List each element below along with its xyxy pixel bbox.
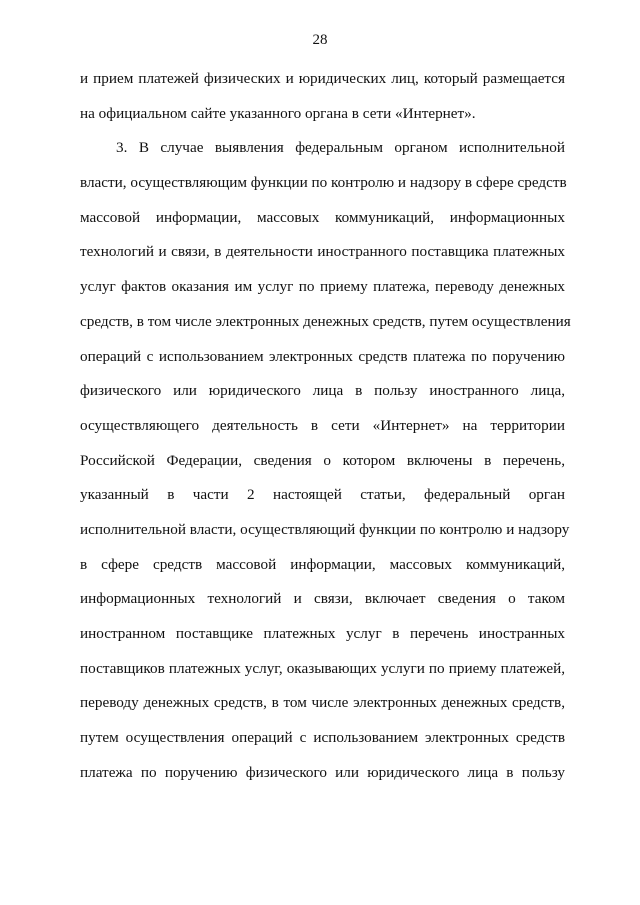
- text-line: Российской Федерации, сведения о котором включены в перечень,: [80, 451, 565, 469]
- text-line: осуществляющего деятельность в сети «Интернет» на территории: [80, 416, 565, 434]
- document-body: [80, 62, 571, 790]
- text-line: информационных технологий и связи, включает сведения о таком: [80, 590, 565, 608]
- text-line: иностранном поставщике платежных услуг в перечень иностранных: [80, 625, 565, 642]
- text-line: услуг фактов оказания им услуг по приему платежа, переводу денежных: [80, 278, 565, 296]
- text-line: и прием платежей физических и юридических лиц, который размещается: [80, 70, 565, 87]
- page-number: 28: [312, 32, 328, 48]
- text-line: 3. В случае выявления федеральным органом исполнительной: [116, 139, 565, 157]
- text-line: переводу денежных средств, в том числе электронных денежных средств,: [80, 694, 565, 712]
- text-line: технологий и связи, в деятельности иностранного поставщика платежных: [80, 243, 565, 261]
- text-line: средств, в том числе электронных денежных средств, путем осуществления: [80, 312, 571, 330]
- text-line: на официальном сайте указанного органа в сети «Интернет».: [80, 104, 476, 122]
- text-line: исполнительной власти, осуществляющий функции по контролю и надзору: [80, 520, 570, 538]
- text-line: платежа по поручению физического или юридического лица в пользу: [80, 763, 565, 781]
- text-line: в сфере средств массовой информации, массовых коммуникаций,: [80, 555, 565, 573]
- text-line: операций с использованием электронных средств платежа по поручению: [80, 347, 565, 365]
- text-line: физического или юридического лица в пользу иностранного лица,: [80, 382, 565, 400]
- text-line: указанный в части 2 настоящей статьи, федеральный орган: [80, 486, 565, 504]
- text-line: власти, осуществляющим функции по контролю и надзору в сфере средств: [80, 174, 567, 192]
- text-line: поставщиков платежных услуг, оказывающих услуги по приему платежей,: [80, 659, 565, 677]
- text-line: путем осуществления операций с использованием электронных средств: [80, 729, 565, 747]
- text-line: массовой информации, массовых коммуникаций, информационных: [80, 208, 565, 226]
